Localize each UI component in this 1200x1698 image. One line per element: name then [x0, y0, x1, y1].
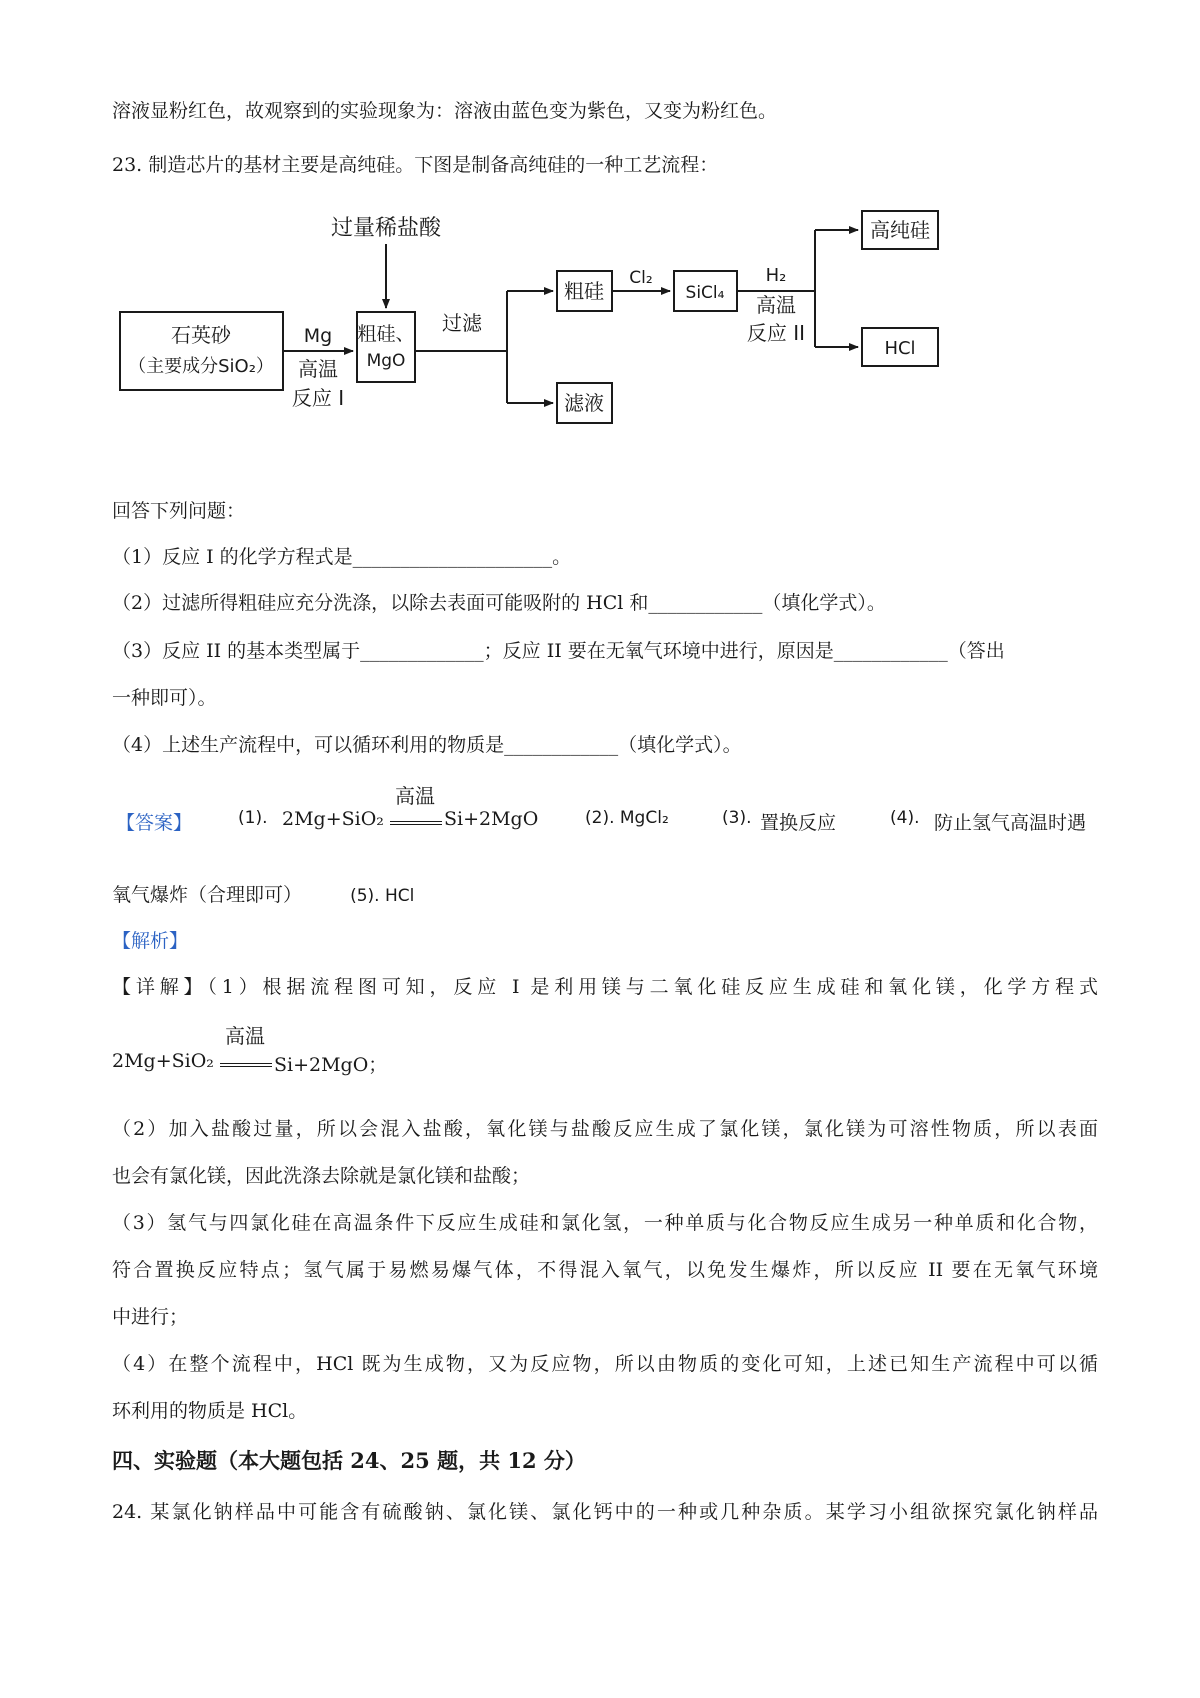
- sicl4-label: SiCl₄: [685, 283, 725, 303]
- filter-label: 过滤: [442, 311, 482, 335]
- text-line: 溶液显粉红色，故观察到的实验现象为：溶液由蓝色变为紫色，又变为粉红色。: [112, 100, 778, 122]
- high-purity-si-label: 高纯硅: [870, 218, 930, 242]
- mixture-line-1: 粗硅、: [357, 323, 415, 345]
- detail-equation-condition: 高温: [225, 1024, 265, 1048]
- detail-4-line-2: 环利用的物质是 HCl。: [112, 1400, 308, 1422]
- excess-hcl-label: 过量稀盐酸: [330, 216, 442, 241]
- h2-label: H₂: [765, 265, 787, 286]
- detail-3-line-1: （3）氢气与四氯化硅在高温条件下反应生成硅和氯化氢，一种单质与化合物反应生成另一种单质和化合物，: [112, 1212, 1098, 1234]
- detail-1: 【详解】（1）根据流程图可知，反应 I 是利用镁与二氧化硅反应生成硅和氧化镁，化学方程式: [112, 976, 1098, 998]
- quartz-label: 石英砂: [171, 323, 231, 347]
- reaction-1-label: 反应 I: [291, 386, 345, 410]
- crude-si-label: 粗硅: [564, 279, 604, 303]
- detail-2-line-1: （2）加入盐酸过量，所以会混入盐酸，氧化镁与盐酸反应生成了氯化镁，氯化镁为可溶性物质，所以表面: [112, 1118, 1098, 1140]
- answer-num-4: (4).: [890, 808, 920, 828]
- mixture-line-2: MgO: [366, 351, 406, 371]
- answer-num-1: (1).: [238, 808, 268, 828]
- sub-question-3-line-2: 一种即可）。: [112, 687, 217, 709]
- detail-4-line-1: （4）在整个流程中，HCl 既为生成物，又为反应物，所以由物质的变化可知，上述已知生产流程中可以循: [112, 1353, 1098, 1375]
- equation-right: Si+2MgO: [444, 808, 539, 830]
- detail-equation: [112, 1020, 412, 1080]
- reaction-2-label: 反应 II: [746, 321, 806, 345]
- analysis-label: 【解析】: [112, 930, 189, 952]
- high-temp-1-label: 高温: [298, 357, 338, 381]
- detail-equation-right: Si+2MgO；: [274, 1054, 388, 1076]
- equation-condition: 高温: [395, 784, 435, 808]
- answer-label: 【答案】: [116, 812, 193, 834]
- quartz-formula-label: （主要成分SiO₂）: [128, 356, 274, 377]
- answer-5: (5). HCl: [350, 886, 415, 906]
- section-heading: 四、实验题（本大题包括 24、25 题，共 12 分）: [112, 1448, 586, 1473]
- answer-4-part-1: 防止氢气高温时遇: [934, 812, 1087, 834]
- answer-num-3: (3).: [722, 808, 752, 828]
- question-23-title: 23. 制造芯片的基材主要是高纯硅。下图是制备高纯硅的一种工艺流程：: [112, 154, 719, 176]
- cl2-label: Cl₂: [629, 268, 653, 288]
- high-temp-2-label: 高温: [756, 293, 796, 317]
- filtrate-label: 滤液: [564, 391, 604, 415]
- mg-label: Mg: [303, 325, 333, 347]
- answer-equation: [282, 780, 542, 840]
- answer-4-text: 氧气爆炸（合理即可）: [112, 884, 303, 906]
- detail-equation-bar: [220, 1063, 272, 1067]
- hcl-label: HCl: [884, 338, 916, 359]
- sub-question-1: （1）反应 I 的化学方程式是_____________________。: [112, 546, 572, 568]
- answer-3: 置换反应: [760, 812, 837, 834]
- answer-2: (2). MgCl₂: [585, 808, 669, 828]
- question-24: 24. 某氯化钠样品中可能含有硫酸钠、氯化镁、氯化钙中的一种或几种杂质。某学习小组欲探究氯化钠样品: [112, 1501, 1098, 1523]
- answer-4-part-2: [112, 880, 414, 911]
- sub-question-2: （2）过滤所得粗硅应充分洗涤，以除去表面可能吸附的 HCl 和____________（填化学式）。: [112, 592, 886, 614]
- sub-question-4: （4）上述生产流程中，可以循环利用的物质是____________（填化学式）。: [112, 734, 742, 756]
- detail-equation-left: 2Mg+SiO₂: [112, 1050, 214, 1072]
- equation-bar: [390, 821, 442, 825]
- equation-left: 2Mg+SiO₂: [282, 808, 384, 830]
- prompt-text: 回答下列问题：: [112, 500, 246, 522]
- detail-3-line-2: 符合置换反应特点；氢气属于易燃易爆气体，不得混入氧气，以免发生爆炸，所以反应 II 要在无氧气环境: [112, 1259, 1098, 1281]
- process-flow-diagram: [0, 0, 1200, 460]
- detail-3-line-3: 中进行；: [112, 1306, 189, 1328]
- sub-question-3-line-1: （3）反应 II 的基本类型属于_____________；反应 II 要在无氧气环境中进行，原因是____________（答出: [112, 640, 1005, 662]
- answer-row: [0, 808, 1200, 838]
- detail-2-line-2: 也会有氯化镁，因此洗涤去除就是氯化镁和盐酸；: [112, 1165, 531, 1187]
